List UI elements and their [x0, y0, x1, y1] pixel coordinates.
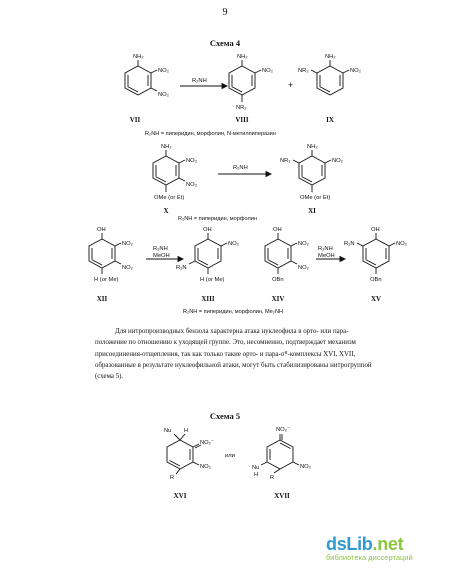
reaction-arrow [218, 165, 271, 177]
obn-group: OBn [272, 277, 284, 283]
h-or-me-group: H (or Me) [200, 277, 225, 283]
no2-group: NO₂ [350, 68, 361, 74]
nr2-group: NR₂ [280, 158, 291, 164]
h-or-me-group: H (or Me) [94, 277, 119, 283]
reaction-arrow [146, 246, 183, 262]
no2-group: NO₂ [262, 68, 273, 74]
r-group: R [170, 475, 175, 481]
nh2-group: NH₂ [325, 54, 336, 60]
logo-main: dsLib [326, 534, 373, 554]
plus-sign: + [288, 80, 294, 90]
h-atom: H [254, 472, 259, 478]
scheme-5-structures [150, 422, 330, 497]
ome-or-oet-group: OMe (or Et) [154, 195, 185, 201]
r2n-group: R₂N [176, 265, 187, 271]
r-group: R [270, 475, 275, 481]
obn-group: OBn [370, 277, 382, 283]
reagent-label: R₂NH [233, 165, 248, 171]
scheme-4-title: Схема 4 [209, 38, 241, 48]
body-paragraph [95, 326, 407, 382]
paragraph-line: положение по отношению к уходящей группе. Это, несомненно, подтверждает механизм [95, 339, 356, 347]
molecule-vii [125, 54, 169, 98]
no2-group: NO₂ [396, 241, 407, 247]
nh2-group: NH₂ [133, 54, 144, 60]
no2-group: NO₂ [332, 158, 343, 164]
no2-group: NO₂ [200, 464, 211, 470]
solvent-label: MeOH [153, 253, 170, 259]
dslib-logo [326, 534, 436, 555]
nh2-group: NH₂ [237, 54, 248, 60]
no2-group: NO₂ [228, 241, 239, 247]
nu-group: Nu [252, 465, 260, 471]
nr2-group: NR₂ [298, 68, 309, 74]
scheme-4-row-3-structures [80, 225, 420, 300]
reagent-label: R₂NH [153, 246, 168, 252]
compound-label-x: X [163, 207, 169, 215]
no2-anion-group: NO₂⁻ [276, 427, 291, 433]
oh-group: OH [203, 227, 212, 233]
paragraph-line: (схема 5). [95, 373, 124, 381]
nr2-group: NR₂ [236, 105, 247, 111]
reagent-label: R₂NH [318, 246, 333, 252]
molecule-x [153, 144, 197, 201]
scheme-4-row-2-structures [140, 140, 380, 215]
paragraph-line: Для нитропроизводных бензола характерна атака нуклеофила в орто- или пара- [115, 328, 349, 335]
no2-group: NO₂ [186, 182, 197, 188]
page-number: 9 [222, 7, 228, 18]
molecule-ix [298, 54, 361, 95]
compound-label-xi: XI [308, 207, 316, 215]
reagent-label: R₂NH [192, 78, 207, 84]
molecule-xvii [252, 427, 311, 481]
compound-label-xii: XII [96, 295, 108, 303]
molecule-xiii [176, 227, 239, 283]
reaction-arrow [180, 78, 227, 89]
logo-tld: .net [372, 534, 404, 554]
compound-label-xvi: XVI [173, 492, 187, 500]
compound-label-viii: VIII [235, 116, 249, 124]
molecule-xvi [164, 428, 214, 481]
no2-group: NO₂ [122, 241, 133, 247]
compound-label-xv: XV [370, 295, 382, 303]
no2-group: NO₂ [158, 92, 169, 98]
reagent-caption: R₂NH = пиперидин, морфолин, Me₂NH [183, 309, 284, 315]
or-word: или [225, 453, 235, 459]
no2-group: NO₂ [186, 158, 197, 164]
paragraph-line: присоединения-отщепления, так как только такие орто- и пара-σᴴ-комплексы XVI, XVII, [95, 350, 356, 358]
dslib-watermark[interactable] [326, 534, 436, 570]
molecule-xi [280, 144, 343, 201]
reaction-arrow [316, 246, 345, 262]
oh-group: OH [273, 227, 282, 233]
solvent-label: MeOH [318, 253, 335, 259]
h-atom: H [184, 428, 189, 434]
compound-label-vii: VII [129, 116, 141, 124]
compound-label-xvii: XVII [274, 492, 290, 500]
no2-group: NO₂ [298, 241, 309, 247]
scheme-4-row-1-structures [110, 52, 430, 124]
molecule-xv [344, 227, 407, 283]
oh-group: OH [97, 227, 106, 233]
oh-group: OH [371, 227, 380, 233]
no2-group: NO₂ [298, 265, 309, 271]
reagent-caption: R₂NH = пиперидин, морфолин, N-метилпиперазин [145, 131, 276, 137]
r2n-group: R₂N [344, 241, 355, 247]
molecule-viii [229, 54, 273, 111]
no2-group: NO₂ [122, 265, 133, 271]
reagent-caption: R₂NH = пиперидин, морфолин [178, 216, 257, 222]
paragraph-line: образованные в результате нуклеофильной атаки, могут быть стабилизированы нитрогруппой [95, 361, 372, 369]
watermark-subtitle: библиотека диссертаций [326, 553, 413, 562]
molecule-xii [89, 227, 133, 283]
nh2-group: NH₂ [307, 144, 318, 150]
molecule-xiv [265, 227, 309, 283]
nh2-group: NH₂ [161, 144, 172, 150]
compound-label-xiv: XIV [271, 295, 285, 303]
compound-label-xiii: XIII [201, 295, 215, 303]
no2-group: NO₂ [300, 464, 311, 470]
nu-group: Nu [164, 428, 172, 434]
scheme-5-title: Схема 5 [209, 411, 241, 421]
ome-or-oet-group: OMe (or Et) [300, 195, 331, 201]
no2-anion-group: NO₂⁻ [200, 440, 215, 446]
no2-group: NO₂ [158, 68, 169, 74]
compound-label-ix: IX [326, 116, 334, 124]
